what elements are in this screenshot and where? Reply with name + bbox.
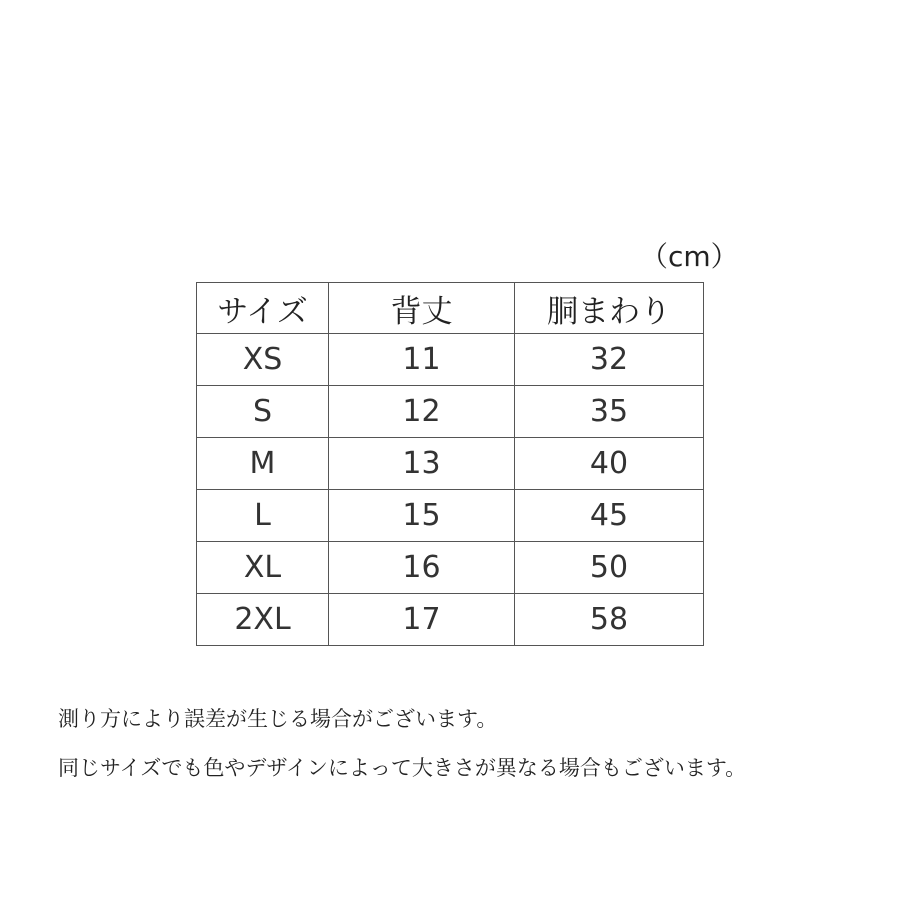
table-row (197, 542, 704, 594)
cell-chest: 45 (515, 490, 704, 542)
unit-label: （cm） (640, 240, 739, 273)
cell-size: L (197, 490, 329, 542)
cell-chest: 32 (515, 334, 704, 386)
header-size: サイズ (197, 283, 329, 334)
cell-back-length: 12 (329, 386, 515, 438)
cell-chest: 40 (515, 438, 704, 490)
cell-back-length: 11 (329, 334, 515, 386)
cell-size: XL (197, 542, 329, 594)
cell-back-length: 15 (329, 490, 515, 542)
notes (58, 705, 878, 782)
header-chest: 胴まわり (515, 283, 704, 334)
cell-size: XS (197, 334, 329, 386)
cell-chest: 50 (515, 542, 704, 594)
cell-size: 2XL (197, 594, 329, 646)
table-row (197, 334, 704, 386)
header-back-length: 背丈 (329, 283, 515, 334)
table-header-row (197, 283, 704, 334)
cell-chest: 58 (515, 594, 704, 646)
cell-back-length: 17 (329, 594, 515, 646)
cell-back-length: 16 (329, 542, 515, 594)
table-row (197, 438, 704, 490)
note-measurement-error: 測り方により誤差が生じる場合がございます。 (58, 707, 498, 731)
table-row (197, 490, 704, 542)
cell-size: S (197, 386, 329, 438)
size-table (196, 282, 704, 646)
note-size-variation: 同じサイズでも色やデザインによって大きさが異なる場合もございます。 (58, 756, 747, 780)
table-row (197, 594, 704, 646)
cell-chest: 35 (515, 386, 704, 438)
cell-size: M (197, 438, 329, 490)
table-row (197, 386, 704, 438)
cell-back-length: 13 (329, 438, 515, 490)
